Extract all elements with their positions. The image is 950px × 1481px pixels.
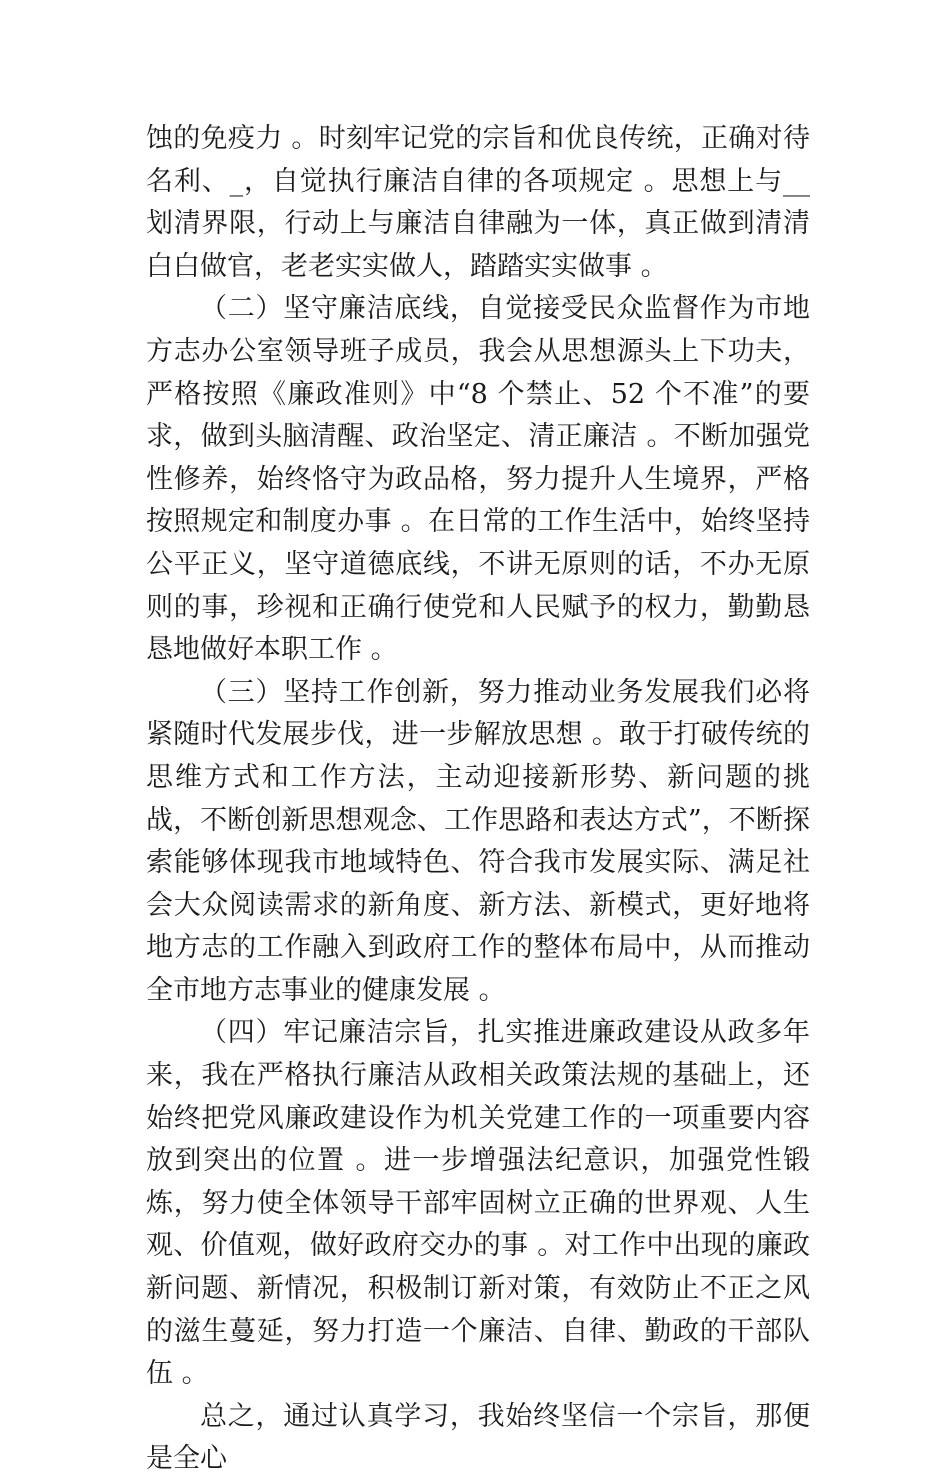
paragraph-continuation: 蚀的免疫力 。时刻牢记党的宗旨和优良传统，正确对待名利、_，自觉执行廉洁自律的各项规定 。思想上与__划清界限，行动上与廉洁自律融为一体，真正做到清清白白做官，老老实实做人，踏踏实实做事 。 [146, 123, 810, 282]
paragraph-section-2: （二）坚守廉洁底线，自觉接受民众监督作为市地方志办公室领导班子成员，我会从思想源头上下功夫，严格按照《廉政准则》中“8 个禁止、52 个不准”的要求，做到头脑清醒、政治坚定、清正廉洁 。不断加强党性修养，始终恪守为政品格，努力提升人生境界，严格按照规定和制度办事 。在日常的工作生活中，始终坚持公平正义，坚守道德底线，不讲无原则的话，不办无原则的事，珍视和正确行使党和人民赋予的权力，勤勤恳恳地做好本职工作 。 [146, 293, 810, 666]
paragraph-section-3: （三）坚持工作创新，努力推动业务发展我们必将紧随时代发展步伐，进一步解放思想 。敢于打破传统的思维方式和工作方法，主动迎接新形势、新问题的挑战，不断创新思想观念、工作思路和表达方式”，不断探索能够体现我市地域特色、符合我市发展实际、满足社会大众阅读需求的新角度、新方法、新模式，更好地将地方志的工作融入到政府工作的整体布局中，从而推动全市地方志事业的健康发展 。 [146, 676, 810, 1006]
paragraph-conclusion: 总之，通过认真学习，我始终坚信一个宗旨，那便是全心 [146, 1400, 810, 1475]
document-body [146, 118, 810, 1481]
paragraph-section-4: （四）牢记廉洁宗旨，扎实推进廉政建设从政多年来，我在严格执行廉洁从政相关政策法规的基础上，还始终把党风廉政建设作为机关党建工作的一项重要内容放到突出的位置 。进一步增强法纪意识，加强党性锻炼，努力使全体领导干部牢固树立正确的世界观、人生观、价值观，做好政府交办的事 。对工作中出现的廉政新问题、新情况，积极制订新对策，有效防止不正之风的滋生蔓延，努力打造一个廉洁、自律、勤政的干部队伍 。 [146, 1017, 810, 1390]
